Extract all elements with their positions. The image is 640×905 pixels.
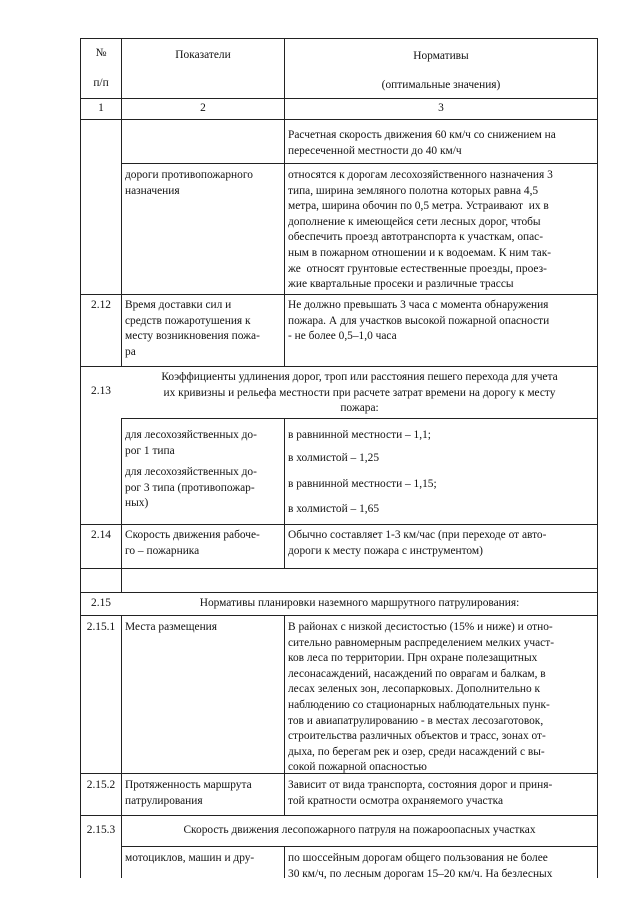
column-divider bbox=[284, 418, 285, 569]
header-number-symbol: № bbox=[95, 47, 107, 59]
placement-name: Места размещения bbox=[125, 621, 218, 633]
column-divider bbox=[121, 38, 122, 367]
patrol-speed-title: Скорость движения лесопожарного патруля на пожароопасных участках bbox=[183, 824, 536, 836]
table-rule bbox=[80, 815, 598, 816]
route-length-name: Протяженность маршрута патрулирования bbox=[125, 779, 252, 807]
table-rule bbox=[80, 366, 598, 367]
table-border-left bbox=[80, 38, 81, 878]
header-indicators: Показатели bbox=[175, 49, 231, 61]
route-length-norm: Зависит от вида транспорта, состояния дорог и приня- той кратности осмотра охраняемого участка bbox=[288, 779, 553, 807]
delivery-time-norm: Не должно превышать 3 часа с момента обнаружения пожара. А для участков высокой пожарной опасности - не более 0,5–1,0 часа bbox=[288, 299, 550, 343]
road-type1-name: для лесохозяйственных до- рог 1 типа bbox=[125, 429, 257, 457]
coefficient-value: в холмистой – 1,65 bbox=[288, 503, 380, 515]
table-border-right bbox=[597, 38, 598, 878]
worker-speed-norm: Обычно составляет 1-3 км/час (при переходе от авто- дороги к месту пожара с инструментом) bbox=[288, 529, 547, 557]
placement-norm: В районах с низкой десистостью (15% и ниже) и отно- сительно равномерным распределением мелких участ- ков леса по территории. Прн охране полезащитных лесонасаждений, насаждений по оврагам и балкам, в лесах зеленых зон, лесопарковых. Дополнительно к наблюдению со стационарных наблюдательных пунк- тов и авиапатрулированию - в местах лесозаготовок, строительства различных объектов и трасс, зонах от- дыха, по берегам рек и озер, среди насаждений с вы- сокой пожарной опасностью bbox=[288, 621, 554, 774]
header-norms-subtitle: (оптимальные значения) bbox=[381, 79, 501, 91]
road-type3-name: для лесохозяйственных до- рог 3 типа (противопожар- ных) bbox=[125, 466, 257, 510]
table-rule bbox=[80, 294, 598, 295]
speed-note-norm: Расчетная скорость движения 60 км/ч со снижением на пересеченной местности до 40 км/ч bbox=[288, 129, 556, 157]
table-border-top bbox=[80, 38, 598, 39]
vehicles-name: мотоциклов, машин и дру- bbox=[125, 852, 255, 864]
header-norms: Нормативы bbox=[413, 50, 469, 62]
row-number: 2.15.1 bbox=[86, 621, 116, 633]
fire-roads-norm: относятся к дорогам лесохозяйственного назначения 3 типа, ширина земляного полотна которых равна 4,5 метра, ширина обочин по 0,5 метра. Устраивают их в дополнение к имеющейся сети лесных дорог, чтобы обеспечить проезд автотранспорта к участкам, опас- ным в пожарном отношении и к водоемам. К ним так- же относят грунтовые естественные проезды, проез- жие квартальные просеки и различные трассы bbox=[288, 169, 553, 291]
table-rule bbox=[80, 119, 598, 120]
table-rule bbox=[80, 615, 598, 616]
worker-speed-name: Скорость движения рабоче- го – пожарника bbox=[125, 529, 260, 557]
column-number: 2 bbox=[200, 102, 206, 114]
column-divider bbox=[284, 846, 285, 878]
coefficient-value: в равнинной местности – 1,1; bbox=[288, 429, 431, 441]
column-divider bbox=[121, 418, 122, 592]
table-rule bbox=[121, 418, 598, 419]
coefficient-value: в равнинной местности – 1,15; bbox=[288, 478, 437, 490]
coefficients-title: Коэффициенты удлинения дорог, троп или расстояния пешего перехода для учета их кривизны и рельефа местности при расчете затрат времени на дорогу к месту пожара: bbox=[161, 371, 558, 415]
table-rule bbox=[80, 592, 598, 593]
table-rule bbox=[80, 524, 598, 525]
row-number: 2.12 bbox=[91, 299, 111, 311]
coefficient-value: в холмистой – 1,25 bbox=[288, 452, 380, 464]
vehicles-speed-norm: по шоссейным дорогам общего пользования не более 30 км/ч, по лесным дорогам 15–20 км/ч. На безлесных bbox=[288, 852, 553, 880]
column-divider bbox=[284, 119, 285, 367]
table-rule bbox=[121, 846, 598, 847]
column-number: 3 bbox=[438, 102, 444, 114]
column-number: 1 bbox=[98, 102, 104, 114]
fire-roads-name: дороги противопожарного назначения bbox=[125, 169, 253, 197]
table-rule bbox=[80, 568, 598, 569]
row-number: 2.14 bbox=[91, 529, 111, 541]
row-number: 2.15.3 bbox=[86, 824, 116, 836]
row-number: 2.15.2 bbox=[86, 779, 116, 791]
table-rule bbox=[80, 98, 598, 99]
column-divider bbox=[284, 615, 285, 816]
patrol-planning-title: Нормативы планировки наземного маршрутного патрулирования: bbox=[199, 597, 520, 609]
header-number-abbr: п/п bbox=[93, 77, 109, 89]
row-number: 2.15 bbox=[91, 597, 111, 609]
table-rule bbox=[121, 163, 598, 164]
delivery-time-name: Время доставки сил и средств пожаротушения к месту возникновения пожа- ра bbox=[125, 299, 260, 358]
row-number: 2.13 bbox=[91, 385, 111, 397]
